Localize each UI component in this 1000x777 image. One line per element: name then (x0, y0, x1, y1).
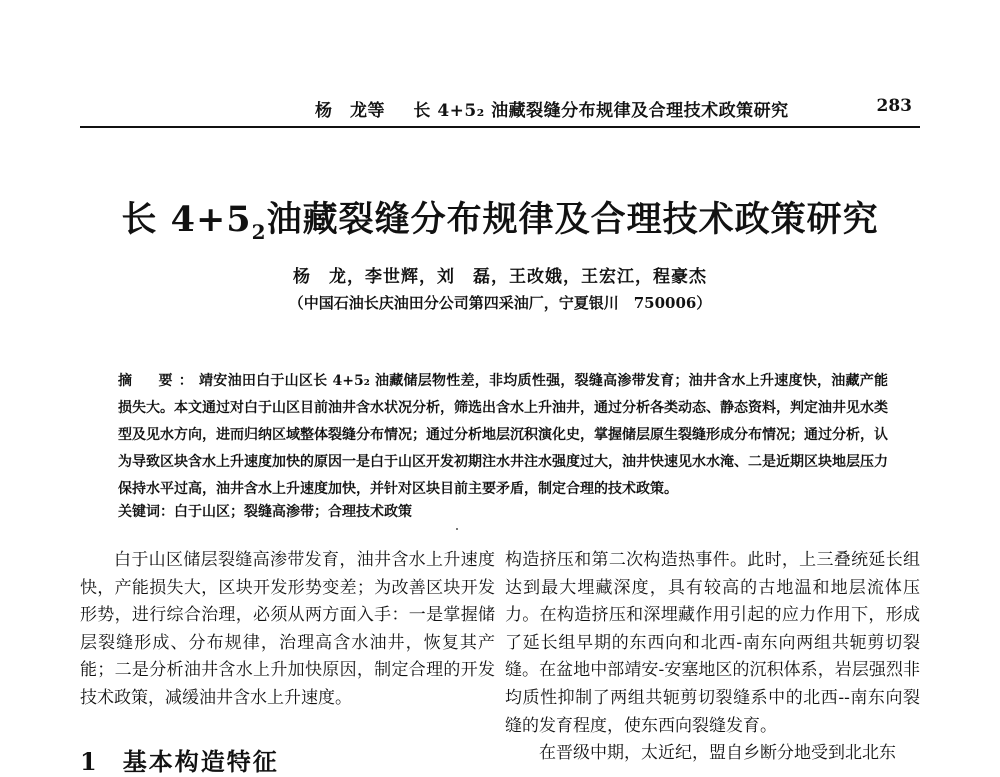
paper-title (0, 192, 1000, 244)
abstract-text: 靖安油田白于山区长 4+5₂ 油藏储层物性差，非均质性强，裂缝高渗带发育；油井含水上升速度快，油藏产能损失大。本文通过对白于山区目前油井含水状况分析，筛选出含水上升油井，通过分析各类动态、静态资料，判定油井见水类型及见水方向，进而归纳区域整体裂缝分布情况；通过分析地层沉积演化史，掌握储层原生裂缝形成分布情况；通过分析，认为导致区块含水上升速度加快的原因一是白于山区开发初期注水井注水强度过大，油井快速见水水淹、二是近期区块地层压力保持水平过高，油井含水上升速度加快，并针对区块目前主要矛盾，制定合理的技术政策。 (118, 373, 889, 497)
body-paragraph: 白于山区储层裂缝高渗带发育，油井含水上升速度快，产能损失大，区块开发形势变差；为改善区块开发形势，进行综合治理，必须从两方面入手：一是掌握储层裂缝形成、分布规律，治理高含水油井，恢复其产能；二是分析油井含水上升加快原因，制定合理的开发技术政策，减缓油井含水上升速度。 (80, 550, 495, 708)
section-title: 基本构造特征 (122, 747, 279, 776)
keywords-label: 关键词： (118, 504, 174, 520)
running-header-authors: 杨 龙等 (315, 101, 385, 121)
running-header (80, 92, 920, 128)
body-paragraph-continued: 在晋级中期，太近纪，盟自乡断分地受到北北东 (539, 743, 896, 764)
title-subscript: 2 (251, 220, 267, 244)
keywords (118, 499, 888, 526)
body-right-column (505, 547, 920, 768)
affiliation: （中国石油长庆油田分公司第四采油厂，宁夏银川 750006） (288, 294, 712, 312)
running-header-title: 长 4+5₂ 油藏裂缝分布规律及合理技术政策研究 (413, 101, 789, 121)
running-header-left (315, 96, 789, 121)
decorative-dot (456, 528, 458, 530)
author-list: 杨 龙，李世辉，刘 磊，王改娥，王宏江，程豪杰 (293, 267, 707, 287)
page-number: 283 (876, 96, 912, 116)
title-prefix: 长 4+5 (121, 199, 252, 240)
body-paragraph: 构造挤压和第二次构造热事件。此时，上三叠统延长组达到最大埋藏深度，具有较高的古地温和地层流体压力。在构造挤压和深埋藏作用引起的应力作用下，形成了延长组早期的东西向和北西-南东向两组共轭剪切裂缝。在盆地中部靖安-安塞地区的沉积体系，岩层强烈非均质性抑制了两组共轭剪切裂缝系中的北西--南东向裂缝的发育程度，使东西向裂缝发育。 (505, 550, 920, 736)
keywords-text: 白于山区；裂缝高渗带；合理技术政策 (174, 504, 412, 520)
body-left-column (80, 547, 495, 713)
abstract (118, 368, 888, 503)
title-suffix: 油藏裂缝分布规律及合理技术政策研究 (266, 199, 879, 240)
section-number: 1 (80, 747, 99, 776)
abstract-label: 摘 要： (118, 373, 200, 389)
